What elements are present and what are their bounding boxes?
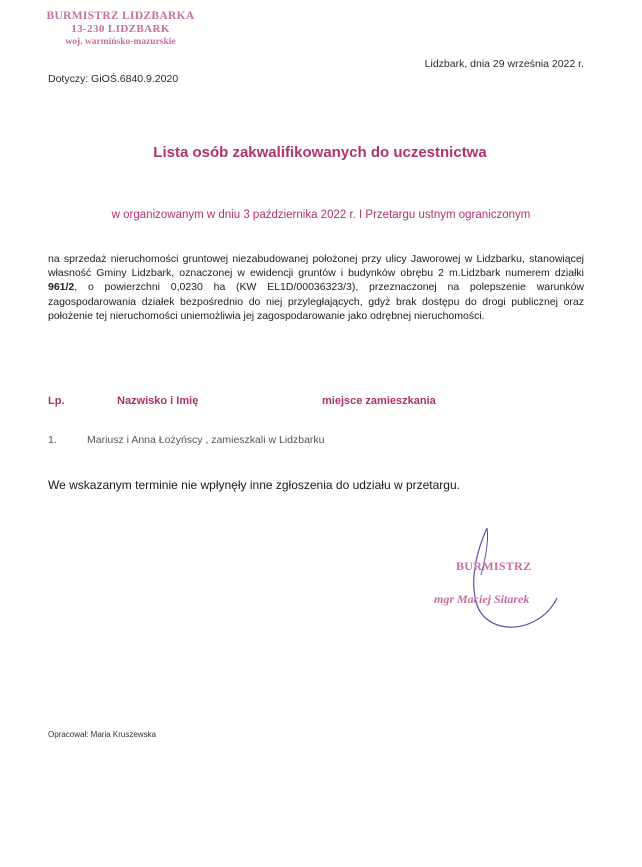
description-part-1: na sprzedaż nieruchomości gruntowej niezabudowanej położonej przy ulicy Jaworowej w Lidzbarku, stanowiącej własność Gminy Lidzbark, oznaczonej w ewidencji gruntów i budynków obrębu 2 m.Lidzbark numerem działki: [48, 253, 584, 280]
stamp-line-region: woj. warmińsko-mazurskie: [65, 37, 176, 47]
document-date: Lidzbark, dnia 29 września 2022 r.: [424, 58, 584, 70]
document-title: Lista osób zakwalifikowanych do uczestnictwa: [153, 144, 487, 161]
column-header-residence: miejsce zamieszkania: [322, 395, 436, 407]
handwritten-signature: [455, 520, 575, 640]
stamp-line-office: BURMISTRZ LIDZBARKA: [46, 10, 195, 22]
parcel-number: 961/2: [48, 281, 75, 294]
column-header-name: Nazwisko i Imię: [117, 395, 199, 407]
document-subtitle: w organizowanym w dniu 3 października 2022 r. I Przetargu ustnym ograniczonym: [111, 209, 531, 221]
reference-number: Dotyczy: GiOŚ.6840.9.2020: [48, 73, 179, 85]
row-number: 1.: [48, 434, 57, 446]
prepared-by: Opracował: Maria Kruszewska: [48, 730, 157, 739]
signatory-name: mgr Maciej Sitarek: [434, 592, 530, 606]
description-part-2: , o powierzchni 0,0230 ha (KW EL1D/00036323/3), przeznaczonej na polepszenie warunków zagospodarowania działek bezpośrednio do niej przyległających, gdyż brak dostępu do drogi publicznej oraz położenie tej nieruchomości uniemożliwia jej zagospodarowanie jako odrębnej nieruchomości.: [48, 281, 584, 322]
official-stamp: [38, 10, 203, 49]
signatory-title: BURMISTRZ: [456, 559, 532, 573]
closing-note: We wskazanym terminie nie wpłynęły inne zgłoszenia do udziału w przetargu.: [48, 478, 460, 492]
row-participant: Mariusz i Anna Łożyńscy , zamieszkali w Lidzbarku: [87, 434, 325, 446]
property-description: [48, 252, 584, 323]
column-header-lp: Lp.: [48, 395, 65, 407]
stamp-line-address: 13-230 LIDZBARK: [71, 23, 170, 35]
